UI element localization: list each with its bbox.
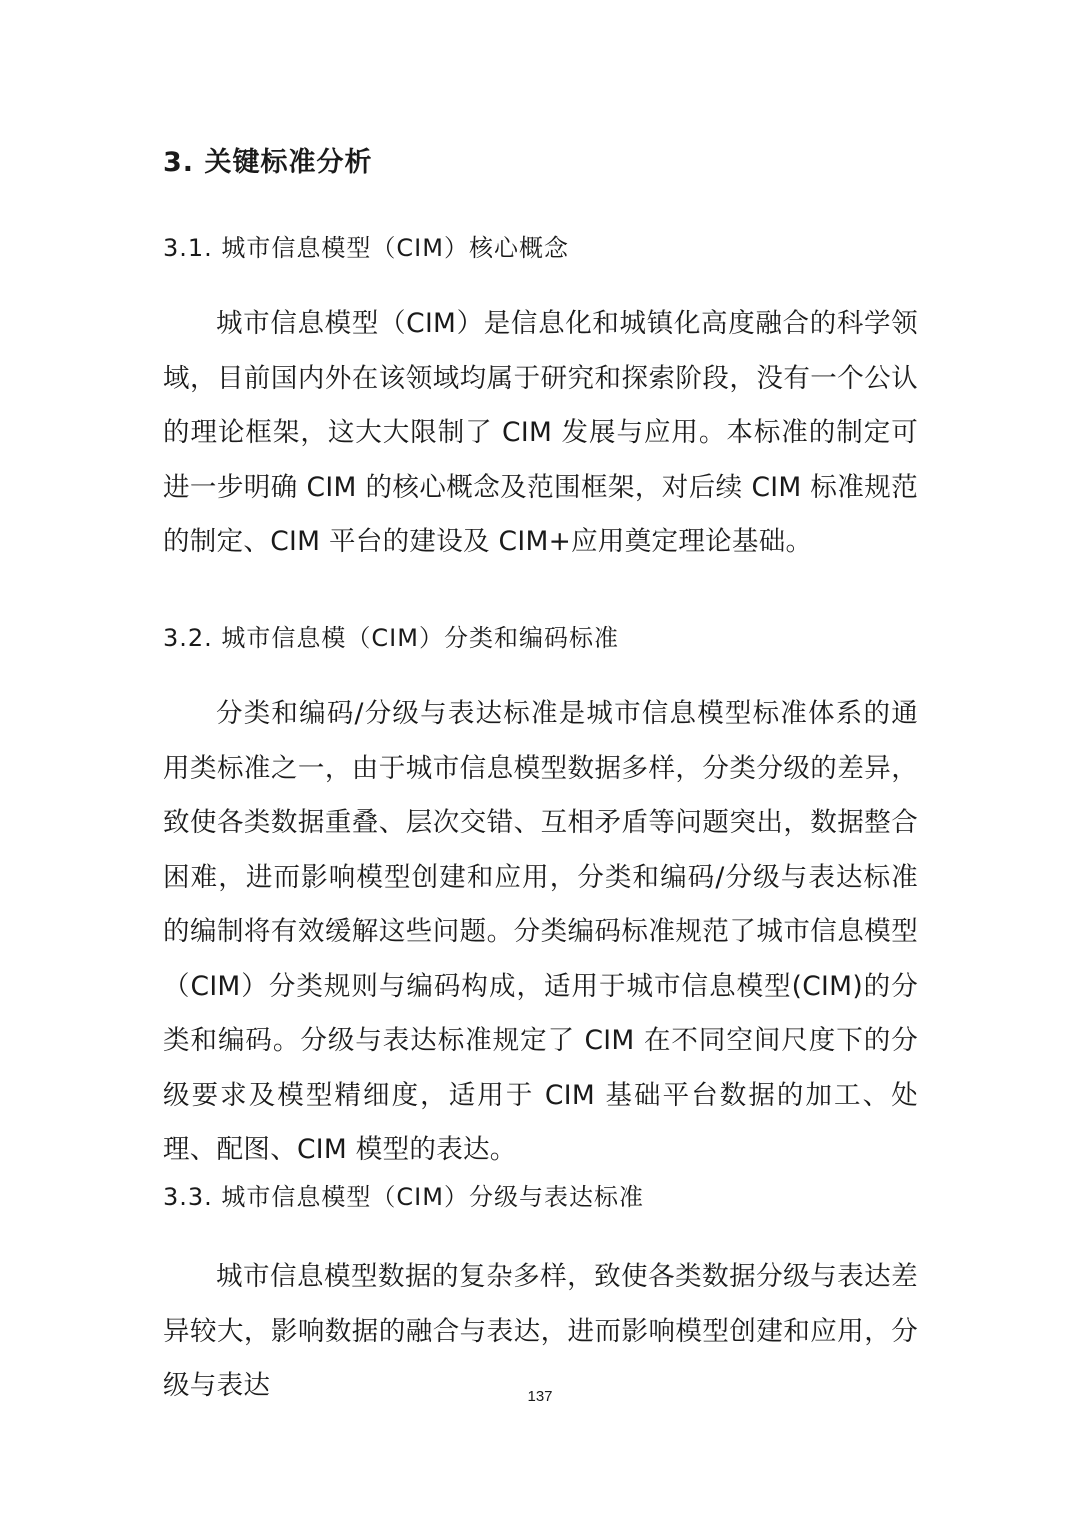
section-heading-3-3: 3.3. 城市信息模型（CIM）分级与表达标准 xyxy=(163,1183,644,1211)
chapter-heading: 3. 关键标准分析 xyxy=(163,147,373,178)
section-paragraph-3-3: 城市信息模型数据的复杂多样，致使各类数据分级与表达差异较大，影响数据的融合与表达，进而影响模型创建和应用，分级与表达 xyxy=(163,1261,918,1401)
section-heading-3-1: 3.1. 城市信息模型（CIM）核心概念 xyxy=(163,234,569,262)
section-heading-3-2: 3.2. 城市信息模（CIM）分类和编码标准 xyxy=(163,624,619,652)
section-paragraph-3-1: 城市信息模型（CIM）是信息化和城镇化高度融合的科学领域，目前国内外在该领域均属于研究和探索阶段，没有一个公认的理论框架，这大大限制了 CIM 发展与应用。本标准的制定可进一步明确 CIM 的核心概念及范围框架，对后续 CIM 标准规范的制定、CIM 平台的建设及 CIM+应用奠定理论基础。 xyxy=(163,308,918,557)
section-paragraph-3-2: 分类和编码/分级与表达标准是城市信息模型标准体系的通用类标准之一，由于城市信息模型数据多样，分类分级的差异，致使各类数据重叠、层次交错、互相矛盾等问题突出，数据整合困难，进而影响模型创建和应用，分类和编码/分级与表达标准的编制将有效缓解这些问题。分类编码标准规范了城市信息模型（CIM）分类规则与编码构成，适用于城市信息模型(CIM)的分类和编码。分级与表达标准规定了 CIM 在不同空间尺度下的分级要求及模型精细度，适用于 CIM 基础平台数据的加工、处理、配图、CIM 模型的表达。 xyxy=(163,698,918,1165)
page-number: 137 xyxy=(527,1388,553,1405)
